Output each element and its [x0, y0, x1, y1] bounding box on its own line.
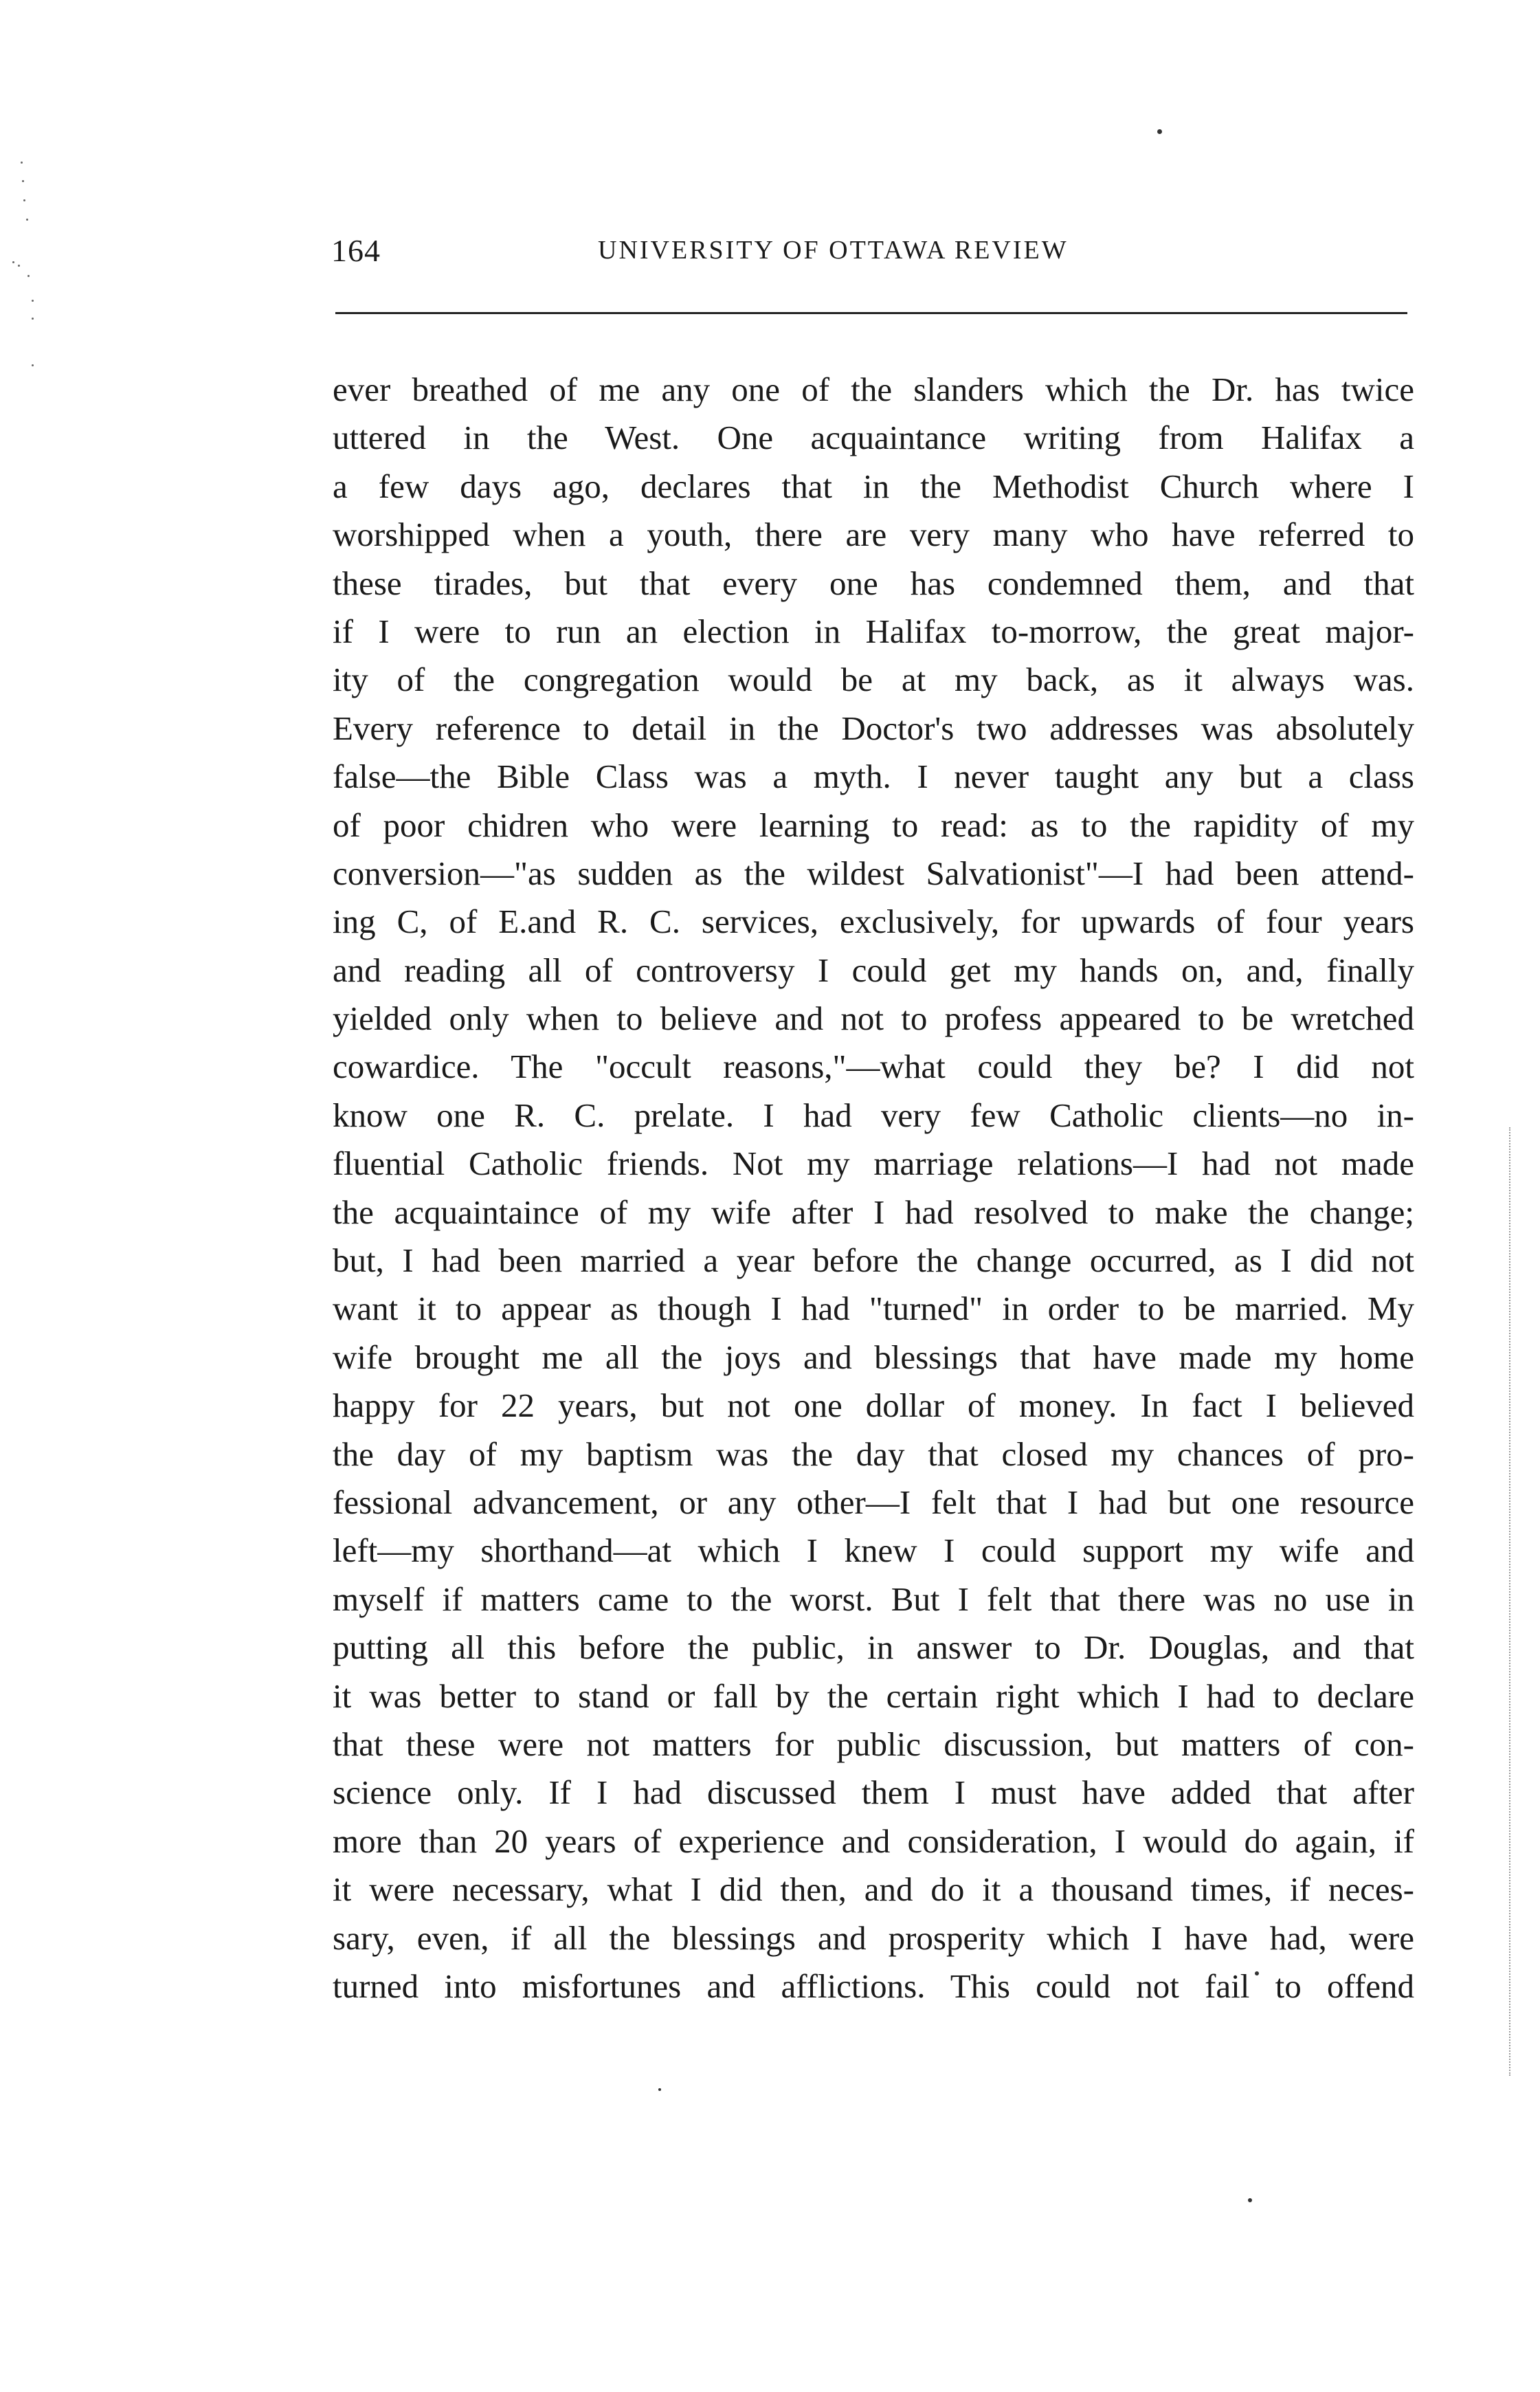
body-text [333, 366, 1414, 2011]
text-line: wife brought me all the joys and blessings that have made my home [333, 1338, 1414, 1376]
text-line: more than 20 years of experience and consideration, I would do again, if [333, 1821, 1414, 1860]
ink-speck [1248, 2198, 1252, 2202]
text-line: it were necessary, what I did then, and do it a thousand times, if neces- [333, 1870, 1414, 1909]
text-line: of poor chidren who were learning to read: as to the rapidity of my [333, 806, 1414, 844]
text-line: cowardice. The "occult reasons,"—what could they be? I did not [333, 1048, 1414, 1086]
header-rule [335, 312, 1407, 314]
text-line: these tirades, but that every one has condemned them, and that [333, 564, 1414, 602]
text-line: but, I had been married a year before the change occurred, as I did not [333, 1241, 1414, 1280]
text-line: a few days ago, declares that in the Methodist Church where I [333, 467, 1414, 505]
text-line: yielded only when to believe and not to profess appeared to be wretched [333, 999, 1414, 1038]
left-margin-marks [0, 0, 55, 412]
page-number: 164 [331, 233, 381, 268]
text-line: it was better to stand or fall by the certain right which I had to declare [333, 1676, 1414, 1715]
text-line: sary, even, if all the blessings and prosperity which I have had, were [333, 1918, 1414, 1957]
text-line: left—my shorthand—at which I knew I could support my wife and [333, 1531, 1414, 1570]
text-line: happy for 22 years, but not one dollar of money. In fact I believed [333, 1386, 1414, 1425]
text-line: the acquaintaince of my wife after I had resolved to make the change; [333, 1193, 1414, 1231]
text-line: the day of my baptism was the day that closed my chances of pro- [333, 1435, 1414, 1473]
text-line: science only. If I had discussed them I must have added that after [333, 1773, 1414, 1812]
text-line: turned into misfortunes and afflictions. This could not fail to offend [333, 1967, 1414, 2005]
text-line: that these were not matters for public discussion, but matters of con- [333, 1725, 1414, 1763]
text-line: conversion—"as sudden as the wildest Salvationist"—I had been attend- [333, 854, 1414, 892]
text-line: false—the Bible Class was a myth. I never taught any but a class [333, 757, 1414, 796]
text-line: fessional advancement, or any other—I felt that I had but one resource [333, 1483, 1414, 1521]
right-margin-dotted-rule [1509, 1127, 1513, 2076]
text-line: putting all this before the public, in answer to Dr. Douglas, and that [333, 1628, 1414, 1667]
text-line: know one R. C. prelate. I had very few Catholic clients—no in- [333, 1096, 1414, 1134]
text-line: fluential Catholic friends. Not my marriage relations—I had not made [333, 1144, 1414, 1183]
text-line: if I were to run an election in Halifax to-morrow, the great major- [333, 612, 1414, 650]
text-line: myself if matters came to the worst. But I felt that there was no use in [333, 1580, 1414, 1618]
text-line: ity of the congregation would be at my back, as it always was. [333, 661, 1414, 699]
text-line: worshipped when a youth, there are very many who have referred to [333, 516, 1414, 554]
running-title: UNIVERSITY OF OTTAWA REVIEW [598, 236, 1069, 265]
text-line: ever breathed of me any one of the slanders which the Dr. has twice [333, 370, 1414, 408]
ink-speck [658, 2088, 661, 2091]
text-line: uttered in the West. One acquaintance writing from Halifax a [333, 419, 1414, 457]
text-line: ing C, of E.and R. C. services, exclusively, for upwards of four years [333, 902, 1414, 941]
text-line: want it to appear as though I had "turned" in order to be married. My [333, 1289, 1414, 1328]
text-line: and reading all of controversy I could get my hands on, and, finally [333, 951, 1414, 989]
text-line: Every reference to detail in the Doctor's two addresses was absolutely [333, 709, 1414, 747]
ink-speck [1157, 129, 1162, 134]
